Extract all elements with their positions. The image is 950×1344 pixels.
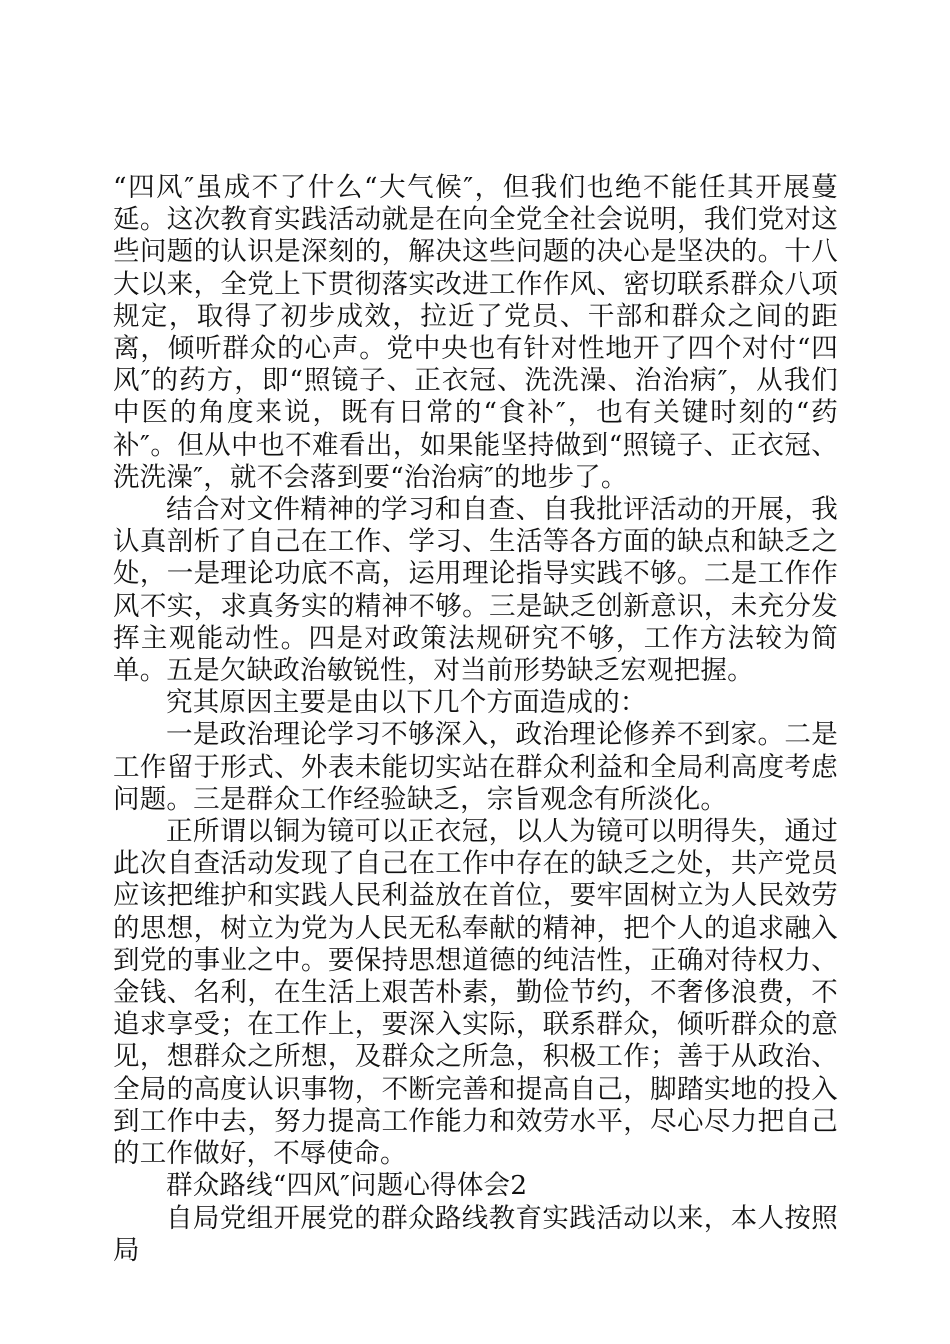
paragraph-3: 究其原因主要是由以下几个方面造成的： — [166, 687, 647, 719]
paragraph-2: 结合对文件精神的学习和自查、自我批评活动的开展，我认真剖析了自己在工作、学习、生活等各方面的缺点和缺乏之处，一是理论功底不高，运用理论指导实践不够。二是工作作风不实，求真务实的精神不够。三是缺乏创新意识，未充分发挥主观能动性。四是对政策法规研究不够，工作方法较为简单。五是欠缺政治敏锐性，对当前形势缺乏宏观把握。 — [113, 494, 838, 687]
paragraph-5: 正所谓以铜为镜可以正衣冠，以人为镜可以明得失，通过此次自查活动发现了自己在工作中存在的缺乏之处，共产党员应该把维护和实践人民利益放在首位，要牢固树立为人民效劳的思想，树立为党为人民无私奉献的精神，把个人的追求融入到党的事业之中。要保持思想道德的纯洁性，正确对待权力、金钱、名利，在生活上艰苦朴素，勤俭节约，不奢侈浪费，不追求享受；在工作上，要深入实际，联系群众，倾听群众的意见，想群众之所想，及群众之所急，积极工作；善于从政治、全局的高度认识事物，不断完善和提高自己，脚踏实地的投入到工作中去，努力提高工作能力和效劳水平，尽心尽力把自己的工作做好，不辱使命。 — [113, 816, 838, 1170]
paragraph-6: 自局党组开展党的群众路线教育实践活动以来，本人按照局 — [113, 1202, 838, 1266]
section-heading: 群众路线“四风″问题心得体会2 — [166, 1170, 528, 1202]
document-body — [113, 172, 838, 1267]
paragraph-1: “四风″虽成不了什么“大气候″，但我们也绝不能任其开展蔓延。这次教育实践活动就是在向全党全社会说明，我们党对这些问题的认识是深刻的，解决这些问题的决心是坚决的。十八大以来，全党上下贯彻落实改进工作作风、密切联系群众八项规定，取得了初步成效，拉近了党员、干部和群众之间的距离，倾听群众的心声。党中央也有针对性地开了四个对付“四风″的药方，即“照镜子、正衣冠、洗洗澡、治治病″，从我们中医的角度来说，既有日常的“食补″，也有关键时刻的“药补″。但从中也不难看出，如果能坚持做到“照镜子、正衣冠、洗洗澡″，就不会落到要“治治病″的地步了。 — [113, 172, 838, 493]
paragraph-4: 一是政治理论学习不够深入，政治理论修养不到家。二是工作留于形式、外表未能切实站在群众利益和全局利高度考虑问题。三是群众工作经验缺乏，宗旨观念有所淡化。 — [113, 719, 838, 815]
